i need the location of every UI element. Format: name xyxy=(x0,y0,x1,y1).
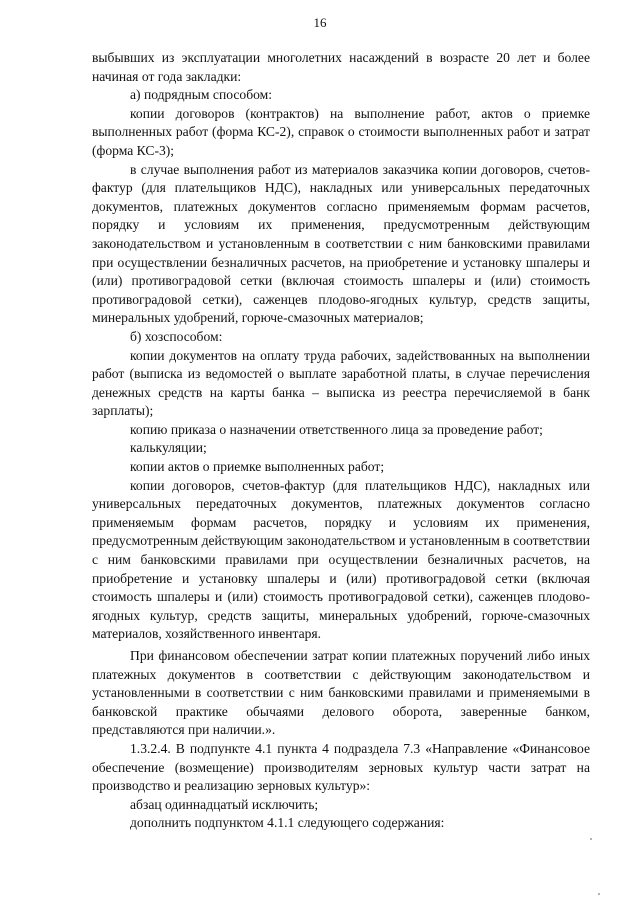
page-number: 16 xyxy=(313,15,327,30)
paragraph: копию приказа о назначении ответственного лица за проведение работ; xyxy=(130,421,543,437)
paragraph: б) хозспособом: xyxy=(130,328,223,344)
paragraph: калькуляции; xyxy=(130,440,207,456)
paragraph: При финансовом обеспечении затрат копии платежных поручений либо иных платежных документов в соответствии с действующим законодательством и установленными в соответствии с ним банковскими правилами и применяемыми в банковской практике обычаями делового оборота, заверенные банком, представляются при наличии.». xyxy=(92,648,590,738)
paragraph: выбывших из эксплуатации многолетних насаждений в возрасте 20 лет и более начиная от года закладки: xyxy=(92,50,590,84)
paragraph: копии актов о приемке выполненных работ; xyxy=(130,459,385,475)
paragraph: копии договоров (контрактов) на выполнение работ, актов о приемке выполненных работ (форма КС-2), справок о стоимости выполненных работ и затрат (форма КС-3); xyxy=(92,105,590,158)
paragraph: дополнить подпунктом 4.1.1 следующего содержания: xyxy=(130,815,445,831)
document-body xyxy=(92,49,590,833)
paragraph: в случае выполнения работ из материалов заказчика копии договоров, счетов-фактур (для плательщиков НДС), накладных или универсальных передаточных документов, платежных документов согласно применяемым формам расчетов, порядку и условиям их применения, предусмотренным действующим законодательством и установленным в соответствии с ним банковскими правилами при осуществлении безналичных расчетов, на приобретение и установку шпалеры и (или) противоградовой сетки (включая стоимость шпалеры и (или) стоимость противоградовой сетки), саженцев плодово-ягодных культур, средств защиты, минеральных удобрений, горюче-смазочных материалов; xyxy=(92,161,590,326)
paragraph: копии документов на оплату труда рабочих, задействованных на выполнении работ (выписка из ведомостей о выплате заработной платы, в случае перечисления денежных средств на карты банка – выписка из реестра перечисляемой в банк зарплаты); xyxy=(92,347,590,419)
paragraph: а) подрядным способом: xyxy=(130,87,273,103)
paragraph: абзац одиннадцатый исключить; xyxy=(130,796,319,812)
scan-speck xyxy=(598,893,600,895)
scan-speck xyxy=(590,838,592,840)
paragraph: 1.3.2.4. В подпункте 4.1 пункта 4 подраздела 7.3 «Направление «Финансовое обеспечение (возмещение) производителям зерновых культур части затрат на производство и реализацию зерновых культур»: xyxy=(92,740,590,794)
paragraph: копии договоров, счетов-фактур (для плательщиков НДС), накладных или универсальных передаточных документов, платежных документов согласно применяемым формам расчетов, порядку и условиям их применения, предусмотренным действующим законодательством и установленным в соответствии с ним банковскими правилами при осуществлении безналичных расчетов, на приобретение и установку шпалеры и (или) противоградовой сетки (включая стоимость шпалеры и (или) стоимость противоградовой сетки), саженцев плодово-ягодных культур, средств защиты, минеральных удобрений, горюче-смазочных материалов, хозяйственного инвентаря. xyxy=(92,477,590,642)
